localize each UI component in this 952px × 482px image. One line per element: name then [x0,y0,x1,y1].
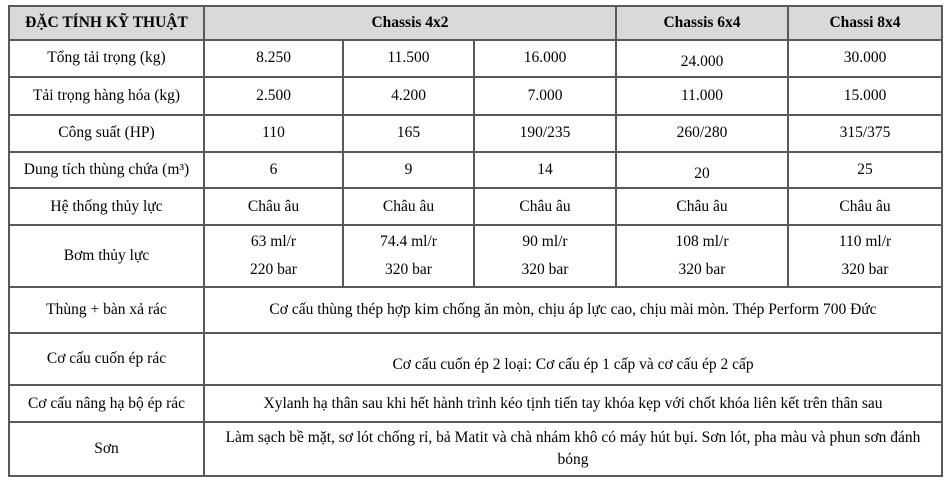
table-row-tank-capacity [9,152,942,188]
spec-value-cell: 30.000 [788,40,942,77]
table-row-bin-discharge [9,287,942,333]
row-label-lifting-mechanism: Cơ cấu nâng hạ bộ ép rác [9,385,204,422]
spec-value-cell [204,225,343,287]
table-row-power [9,115,942,152]
spec-value-cell: Châu âu [474,188,616,225]
spec-value-cell: Châu âu [616,188,788,225]
row-label-cargo-load: Tải trọng hàng hóa (kg) [9,77,204,115]
spec-table [8,5,943,477]
spec-value-cell: 24.000 [616,40,788,77]
table-row-lifting-mechanism [9,385,942,422]
column-header-chassis-8x4: Chassi 8x4 [788,6,942,40]
table-row-hydraulic-pump [9,225,942,287]
spec-value-cell [474,225,616,287]
row-label-compactor-mechanism: Cơ cấu cuốn ép rác [9,333,204,385]
spec-value-cell: 11.000 [616,77,788,115]
column-header-chassis-6x4: Chassis 6x4 [616,6,788,40]
spec-value-cell: 2.500 [204,77,343,115]
spec-value-cell: Châu âu [788,188,942,225]
spec-value-cell: 11.500 [343,40,474,77]
spec-value-cell: 110 [204,115,343,152]
spec-value-cell: 25 [788,152,942,188]
table-row-total-load [9,40,942,77]
spec-value-cell: Châu âu [204,188,343,225]
spec-span-cell: Xylanh hạ thân sau khi hết hành trình kéo tịnh tiến tay khóa kẹp với chốt khóa liên kết trên thân sau [204,385,942,422]
row-label-total-load: Tổng tải trọng (kg) [9,40,204,77]
pump-pressure: 220 bar [250,261,297,279]
spec-value-cell: 260/280 [616,115,788,152]
spec-value-cell: 165 [343,115,474,152]
spec-value-cell: 6 [204,152,343,188]
spec-value-cell: 9 [343,152,474,188]
row-label-bin-discharge: Thùng + bàn xả rác [9,287,204,333]
spec-value-cell: Châu âu [343,188,474,225]
spec-value-cell: 7.000 [474,77,616,115]
spec-value-cell [788,225,942,287]
table-row-cargo-load [9,77,942,115]
pump-flow-rate: 110 ml/r [838,233,892,251]
column-header-features: ĐẶC TÍNH KỸ THUẬT [9,6,204,40]
table-row-paint [9,422,942,476]
row-label-tank-capacity: Dung tích thùng chứa (m³) [9,152,204,188]
spec-value-cell: 315/375 [788,115,942,152]
spec-value-cell [343,225,474,287]
header-row [9,6,942,40]
spec-value-cell: 16.000 [474,40,616,77]
spec-value-cell [616,225,788,287]
row-label-hydraulic-system: Hệ thống thủy lực [9,188,204,225]
table-row-compactor-mechanism [9,333,942,385]
spec-span-cell: Cơ cấu thùng thép hợp kim chống ăn mòn, chịu áp lực cao, chịu mài mòn. Thép Perform 700 Đức [204,287,942,333]
pump-pressure: 320 bar [678,261,726,279]
pump-flow-rate: 74.4 ml/r [380,233,437,251]
row-label-power: Công suất (HP) [9,115,204,152]
spec-value-cell: 4.200 [343,77,474,115]
spec-value-cell: 20 [616,152,788,188]
table-row-hydraulic-system [9,188,942,225]
pump-flow-rate: 90 ml/r [522,233,568,251]
pump-flow-rate: 63 ml/r [250,233,297,251]
spec-value-cell: 14 [474,152,616,188]
pump-flow-rate: 108 ml/r [675,233,729,251]
spec-span-cell: Cơ cấu cuốn ép 2 loại: Cơ cấu ép 1 cấp và cơ cấu ép 2 cấp [204,333,942,385]
row-label-hydraulic-pump: Bơm thủy lực [9,225,204,287]
column-header-chassis-4x2: Chassis 4x2 [204,6,616,40]
spec-value-cell: 8.250 [204,40,343,77]
spec-value-cell: 15.000 [788,77,942,115]
spec-value-cell: 190/235 [474,115,616,152]
pump-pressure: 320 bar [385,261,432,279]
pump-pressure: 320 bar [521,261,569,279]
pump-pressure: 320 bar [841,261,889,279]
row-label-paint: Sơn [9,422,204,476]
spec-span-cell: Làm sạch bề mặt, sơ lót chống rỉ, bả Matit và chà nhám khô có máy hút bụi. Sơn lót, pha màu và phun sơn đánh bóng [204,422,942,476]
